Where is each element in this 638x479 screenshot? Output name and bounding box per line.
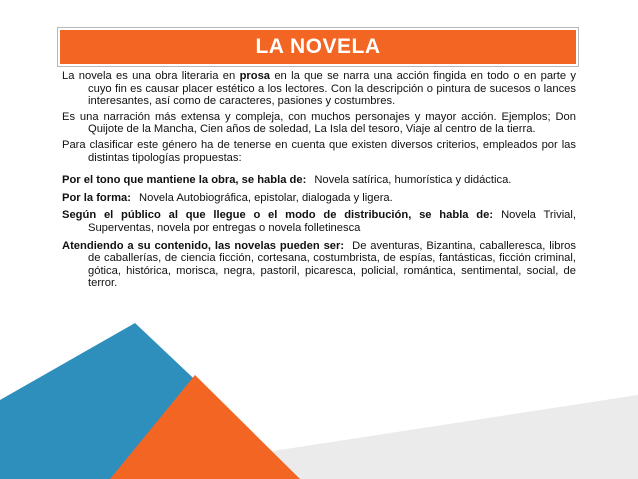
criterion-form	[62, 192, 576, 205]
page-title: LA NOVELA	[255, 35, 381, 58]
criterion-content	[62, 240, 576, 290]
content-body	[62, 70, 576, 295]
intro-1-bold: prosa	[239, 70, 271, 82]
criterion-form-text: Novela Autobiográfica, epistolar, dialogada y ligera.	[139, 191, 393, 204]
criterion-audience	[62, 209, 576, 234]
gray-triangle	[90, 395, 638, 479]
intro-paragraph-1	[62, 70, 576, 108]
criterion-tone-text: Novela satírica, humorística y didáctica.	[314, 174, 512, 187]
dark-triangle	[0, 400, 160, 479]
intro-paragraph-2: Es una narración más extensa y compleja, con muchos personajes y mayor acción. Ejemplos; Don Quijote de la Mancha, Cien años de soledad, La Isla del tesoro, Viaje al centro de la tierra.	[62, 110, 576, 136]
orange-triangle	[110, 375, 300, 479]
criterion-content-text: De aventuras, Bizantina, caballeresca, libros de caballerías, de ciencia ficción, cortesana, costumbrista, de espías, fantásticas, ficción criminal, gótica, histórica, morisca, negra, pastoril, picaresca, policial, romántica, sentimental, social, de terror.	[88, 239, 576, 290]
criterion-tone-label: Por el tono que mantiene la obra, se habla de:	[62, 174, 307, 187]
criterion-audience-text: Novela Trivial, Superventas, novela por entregas o novela folletinesca	[88, 209, 576, 234]
criterion-tone	[62, 174, 576, 187]
criterion-audience-label: Según el público al que llegue o el modo de distribución, se habla de:	[62, 209, 494, 222]
intro-1-pre: La novela es una obra literaria en	[62, 70, 240, 82]
intro-1-post: en la que se narra una acción fingida en todo o en parte y cuyo fin es causar placer estético a los lectores. Con la descripción o pintura de sucesos o lances interesantes, así como de caracteres, pasiones y costumbres.	[88, 70, 577, 108]
title-bar	[58, 28, 578, 66]
intro-paragraph-3: Para clasificar este género ha de tenerse en cuenta que existen diversos criterios, empleados por las distintas tipologías propuestas:	[62, 138, 576, 164]
criterion-content-label: Atendiendo a su contenido, las novelas pueden ser:	[62, 239, 345, 252]
criterion-form-label: Por la forma:	[62, 191, 132, 204]
teal-triangle	[0, 323, 300, 479]
